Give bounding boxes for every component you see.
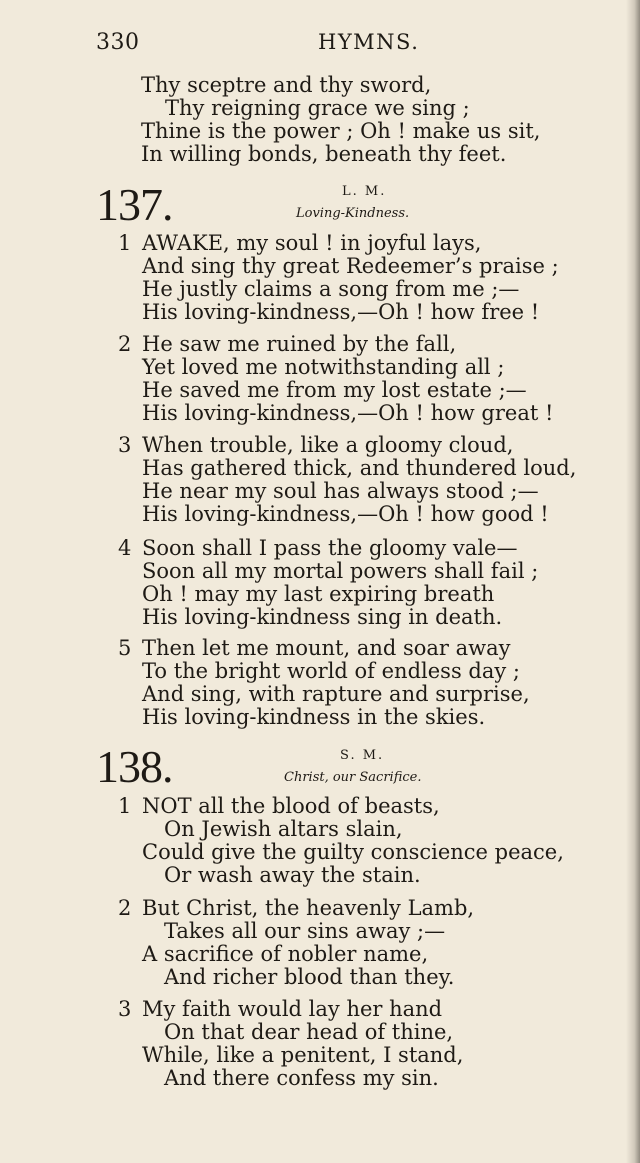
verse-line: On that dear head of thine, — [164, 1020, 454, 1044]
verse-line: Or wash away the stain. — [164, 863, 421, 887]
verse-line: My faith would lay her hand — [142, 997, 443, 1021]
verse-line: To the bright world of endless day ; — [142, 659, 520, 683]
verse-number: 4 — [118, 536, 132, 560]
verse-line: Soon all my mortal powers shall fail ; — [142, 559, 539, 583]
carryover-line: Thine is the power ; Oh ! make us sit, — [141, 119, 541, 143]
carryover-line: In willing bonds, beneath thy feet. — [141, 142, 507, 166]
page-edge-shadow — [626, 0, 640, 1163]
verse-number: 2 — [118, 332, 132, 356]
verse-line: Could give the guilty conscience peace, — [142, 840, 564, 864]
verse-line: Has gathered thick, and thundered loud, — [142, 456, 577, 480]
verse-line: But Christ, the heavenly Lamb, — [142, 896, 475, 920]
verse-line: His loving-kindness,—Oh ! how free ! — [142, 300, 540, 324]
hymn-number: 138. — [96, 741, 173, 792]
hymn-number: 137. — [96, 179, 173, 230]
verse-number: 1 — [118, 794, 132, 818]
verse-number: 2 — [118, 896, 132, 920]
verse-number: 3 — [118, 433, 132, 457]
verse-line: Oh ! may my last expiring breath — [142, 582, 495, 606]
verse-line: He justly claims a song from me ;— — [142, 277, 520, 301]
hymn-subject: Loving-Kindness. — [296, 206, 410, 221]
carryover-line: Thy reigning grace we sing ; — [165, 96, 470, 120]
verse-line: His loving-kindness in the skies. — [142, 705, 486, 729]
verse-line: And sing, with rapture and surprise, — [142, 682, 530, 706]
verse-line: He near my soul has always stood ;— — [142, 479, 539, 503]
verse-number: 1 — [118, 231, 132, 255]
verse-line: When trouble, like a gloomy cloud, — [142, 433, 514, 457]
hymn-meter: S. M. — [340, 748, 385, 763]
verse-line: And richer blood than they. — [164, 965, 455, 989]
verse-number: 5 — [118, 636, 132, 660]
page-header — [96, 30, 600, 64]
verse-line: Then let me mount, and soar away — [142, 636, 511, 660]
running-head: HYMNS. — [318, 30, 420, 54]
page-number: 330 — [96, 30, 140, 55]
verse-line: While, like a penitent, I stand, — [142, 1043, 464, 1067]
verse-line: NOT all the blood of beasts, — [142, 794, 440, 818]
verse-line: Takes all our sins away ;— — [164, 919, 446, 943]
carryover-line: Thy sceptre and thy sword, — [141, 73, 432, 97]
verse-line: His loving-kindness,—Oh ! how great ! — [142, 401, 554, 425]
verse-line: Soon shall I pass the gloomy vale— — [142, 536, 518, 560]
verse-line: He saved me from my lost estate ;— — [142, 378, 527, 402]
verse-number: 3 — [118, 997, 132, 1021]
verse-line: AWAKE, my soul ! in joyful lays, — [142, 231, 482, 255]
verse-line: His loving-kindness,—Oh ! how good ! — [142, 502, 549, 526]
hymn-meter: L. M. — [342, 184, 387, 199]
verse-line: A sacrifice of nobler name, — [142, 942, 429, 966]
verse-line: Yet loved me notwithstanding all ; — [142, 355, 505, 379]
verse-line: And there confess my sin. — [164, 1066, 439, 1090]
verse-line: On Jewish altars slain, — [164, 817, 403, 841]
verse-line: And sing thy great Redeemer’s praise ; — [142, 254, 559, 278]
verse-line: His loving-kindness sing in death. — [142, 605, 503, 629]
verse-line: He saw me ruined by the fall, — [142, 332, 457, 356]
hymn-subject: Christ, our Sacrifice. — [284, 770, 422, 785]
